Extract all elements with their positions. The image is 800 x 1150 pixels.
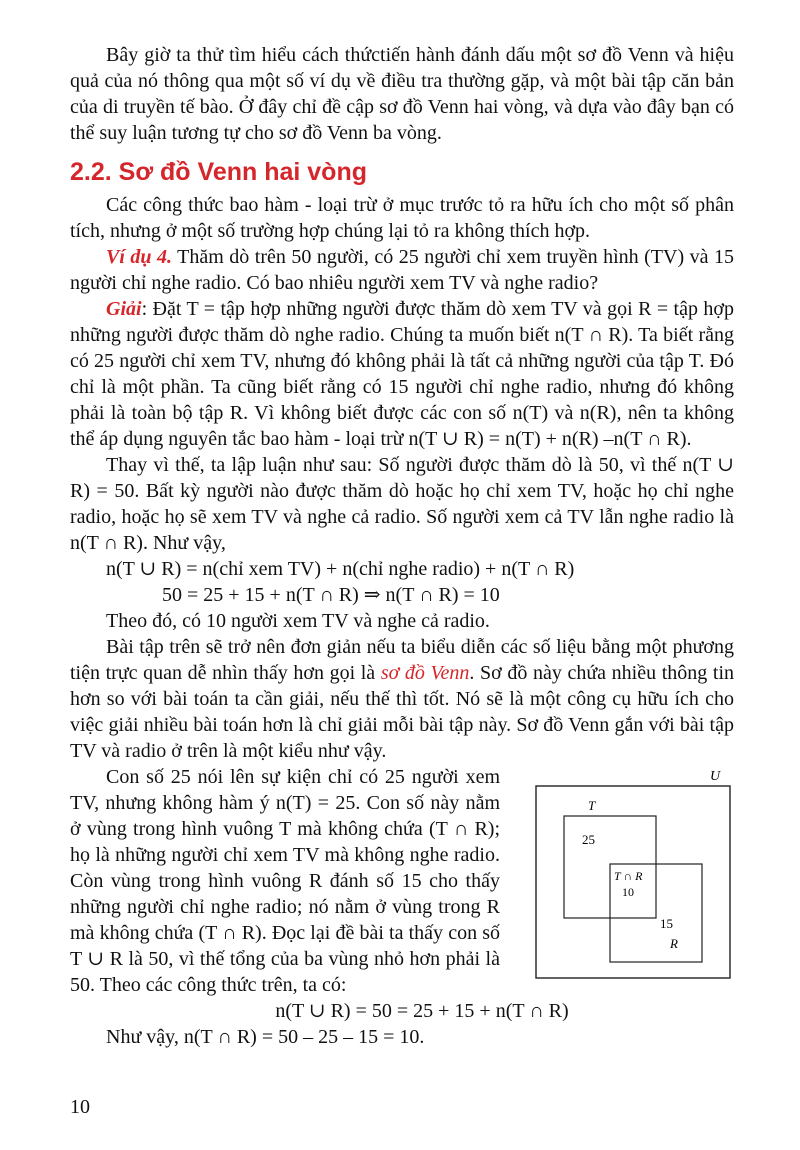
t-only-count: 25 — [582, 832, 595, 847]
solution-text: : Đặt T = tập hợp những người được thăm dò xem TV và gọi R = tập hợp những người được thăm dò nghe radio. Chúng ta muốn biết n(T ∩ R). Ta biết rằng có 25 người chỉ xem TV, nhưng đó không phải là tất cả những người của tập T. Đó chỉ là một phần. Ta cũng biết rằng có 15 người chỉ nghe radio, nhưng đó không phải là toàn bộ tập R. Vì không biết được các con số n(T) và n(R), nên ta không thể áp dụng nguyên tắc bao hàm - loại trừ n(T ∪ R) = n(T) + n(R) –n(T ∩ R). — [70, 298, 734, 450]
venn-section — [70, 764, 734, 998]
intro-paragraph: Bây giờ ta thử tìm hiểu cách thứctiến hành đánh dấu một sơ đồ Venn và hiệu quả của nó thông qua một số ví dụ về điều tra thường gặp, và một bài tập căn bản của di truyền tế bào. Ở đây chỉ đề cập sơ đồ Venn hai vòng, và dựa vào đây bạn có thể suy luận tương tự cho sơ đồ Venn ba vòng. — [70, 44, 734, 144]
example-text: Thăm dò trên 50 người, có 25 người chỉ xem truyền hình (TV) và 15 người chỉ nghe radio. Có bao nhiêu người xem TV và nghe radio? — [70, 246, 734, 294]
solution-paragraph — [70, 296, 734, 452]
paragraph-3: Theo đó, có 10 người xem TV và nghe cả radio. — [106, 610, 490, 632]
paragraph-2: Thay vì thế, ta lập luận như sau: Số người được thăm dò là 50, vì thế n(T ∪ R) = 50. Bất kỳ người nào được thăm dò hoặc họ chỉ xem TV, hoặc họ chỉ nghe radio, hoặc họ sẽ xem TV và nghe cả radio. Số người xem cả TV lẫn nghe radio là n(T ∩ R). Như vậy, — [70, 454, 734, 554]
paragraph-4-b: . Sơ đồ này chứa nhiều thông tin hơn so với bài toán ta cần giải, nếu thế thì tốt. Nó sẽ là một công cụ hữu ích cho việc giải nhiều bài toán hơn là chỉ giải mỗi bài tập này. Sơ đồ Venn gắn với bài tập TV và radio ở trên là một kiểu như vậy. — [70, 662, 734, 762]
r-only-count: 15 — [660, 916, 673, 931]
equation-2: 50 = 25 + 15 + n(T ∩ R) ⇒ n(T ∩ R) = 10 — [162, 584, 500, 606]
paragraph-4-a: Bài tập trên sẽ trở nên đơn giản nếu ta biểu diễn các số liệu bằng một phương tiện trực quan dễ nhìn thấy hơn gọi là — [70, 636, 734, 684]
paragraph-1: Các công thức bao hàm - loại trừ ở mục trước tỏ ra hữu ích cho một số phân tích, nhưng ở một số trường hợp chúng lại tỏ ra không thích hợp. — [70, 194, 734, 242]
set-r-label: R — [670, 936, 678, 951]
intersection-label: T ∩ R — [614, 869, 643, 883]
section-heading: 2.2. Sơ đồ Venn hai vòng — [70, 158, 367, 186]
equation-3: n(T ∪ R) = 50 = 25 + 15 + n(T ∩ R) — [275, 1000, 569, 1022]
venn-diagram — [534, 768, 734, 983]
set-t-label: T — [588, 798, 596, 813]
example-label: Ví dụ 4. — [106, 246, 173, 268]
text-column — [70, 42, 734, 1050]
paragraph-6: Như vậy, n(T ∩ R) = 50 – 25 – 15 = 10. — [106, 1026, 425, 1048]
paragraph-4 — [70, 634, 734, 764]
venn-term: sơ đồ Venn — [380, 662, 470, 684]
solution-label: Giải — [106, 298, 142, 320]
example-paragraph — [70, 244, 734, 296]
intersection-count: 10 — [622, 885, 634, 899]
paragraph-5: Con số 25 nói lên sự kiện chỉ có 25 người xem TV, nhưng không hàm ý n(T) = 25. Con số này nằm ở vùng trong hình vuông T mà không chứa (T ∩ R); họ là những người chỉ xem TV mà không nghe radio. Còn vùng trong hình vuông R đánh số 15 cho thấy những người chỉ nghe radio; nó nằm ở vùng trong R mà không chứa (T ∩ R). Đọc lại đề bài ta thấy con số T ∪ R là 50, vì thế tổng của ba vùng nhỏ hơn phải là 50. Theo các công thức trên, ta có: — [70, 766, 500, 996]
universe-label: U — [710, 769, 721, 784]
equation-1: n(T ∪ R) = n(chỉ xem TV) + n(chỉ nghe radio) + n(T ∩ R) — [106, 558, 575, 580]
page-number: 10 — [70, 1096, 90, 1118]
